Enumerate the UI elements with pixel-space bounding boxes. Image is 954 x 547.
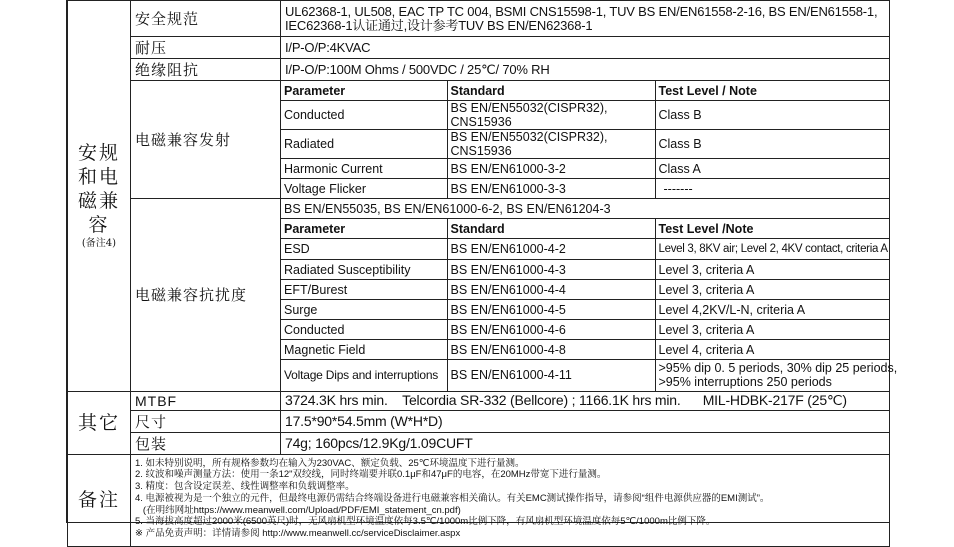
dimension-label: 尺寸 (131, 410, 281, 432)
notes-block (131, 454, 890, 546)
notes-category: 备注 (68, 454, 131, 546)
immunity-standard: BS EN/EN61000-4-8 (447, 340, 655, 360)
emission-param: Conducted (281, 101, 447, 130)
emission-table (281, 81, 889, 198)
others-category: 其它 (68, 391, 131, 454)
mtbf-value: 3724.3K hrs min. Telcordia SR-332 (Bellcore) ; 1166.1K hrs min. MIL-HDBK-217F (25℃) (281, 391, 890, 410)
immunity-standards: BS EN/EN55035, BS EN/EN61000-6-2, BS EN/EN61204-3 (281, 199, 889, 219)
immunity-level: Level 3, criteria A (655, 260, 889, 280)
withstand-value: I/P-O/P:4KVAC (281, 37, 890, 59)
immunity-standard: BS EN/EN61000-4-4 (447, 280, 655, 300)
spec-table (67, 0, 898, 547)
immunity-header: Parameter (281, 219, 447, 239)
note-line: 4. 电源被视为是一个独立的元件，但最终电源仍需结合终端设备进行电磁兼容相关确认。有关EMC测试操作指导，请参阅“组件电源供应器的EMI测试”。 (135, 492, 770, 504)
immunity-param: Radiated Susceptibility (281, 260, 447, 280)
immunity-param: Conducted (281, 320, 447, 340)
standards-line: UL62368-1, UL508, EAC TP TC 004, BSMI CNS15598-1, TUV BS EN/EN61558-2-16, BS EN/EN61558-1, (285, 3, 878, 19)
immunity-level: Level 4, criteria A (655, 340, 889, 360)
dimension-value: 17.5*90*54.5mm (W*H*D) (281, 410, 890, 432)
table-row (281, 340, 889, 360)
immunity-standard: BS EN/EN61000-4-2 (447, 239, 655, 260)
table-row (281, 130, 889, 159)
isolation-value: I/P-O/P:100M Ohms / 500VDC / 25℃/ 70% RH (281, 59, 890, 81)
emission-cell (281, 81, 890, 199)
dips-level-line: >95% interruptions 250 periods (658, 375, 832, 390)
emission-standard: BS EN/EN55032(CISPR32), CNS15936 (447, 101, 655, 130)
table-row (281, 101, 889, 130)
emission-level: Class B (655, 130, 889, 159)
immunity-param: Voltage Dips and interruptions (281, 360, 447, 391)
category-label: 安规和电磁兼容 (77, 141, 120, 236)
immunity-level: Level 3, 8KV air; Level 2, 4KV contact, criteria A (655, 239, 889, 260)
immunity-level: Level 4,2KV/L-N, criteria A (655, 300, 889, 320)
packing-label: 包装 (131, 432, 281, 454)
withstand-label: 耐压 (131, 37, 281, 59)
table-row (281, 239, 889, 260)
isolation-label: 绝缘阻抗 (131, 59, 281, 81)
immunity-level (655, 360, 898, 391)
table-row (281, 159, 889, 179)
emission-param: Harmonic Current (281, 159, 447, 179)
emission-param: Voltage Flicker (281, 179, 447, 199)
immunity-standard: BS EN/EN61000-4-11 (447, 360, 655, 391)
table-row (281, 320, 889, 340)
note-line: 3. 精度：包含设定误差、线性调整率和负载调整率。 (135, 481, 355, 493)
immunity-header: Standard (447, 219, 655, 239)
immunity-standard: BS EN/EN61000-4-3 (447, 260, 655, 280)
immunity-level: Level 3, criteria A (655, 280, 889, 300)
immunity-level: Level 3, criteria A (655, 320, 889, 340)
immunity-cell (281, 199, 898, 392)
safety-emc-category (68, 1, 131, 392)
table-row (281, 300, 889, 320)
emission-param: Radiated (281, 130, 447, 159)
table-row (281, 280, 889, 300)
emission-level: Class B (655, 101, 889, 130)
note-line: 5. 当海拔高度超过2000米(6500英尺)时，无风扇机型环境温度依每3.5℃/1000m比例下降，有风扇机型环境温度依每5℃/1000m比例下降。 (135, 516, 716, 528)
emission-header: Test Level / Note (655, 81, 889, 101)
packing-value: 74g; 160pcs/12.9Kg/1.09CUFT (281, 432, 890, 454)
category-note: (备注4) (81, 237, 117, 249)
emc-immunity-label: 电磁兼容抗扰度 (131, 199, 281, 392)
note-line: ※ 产品免责声明：详情请参阅 http://www.meanwell.cc/serviceDisclaimer.aspx (135, 528, 461, 540)
spec-sheet (66, 0, 898, 540)
emission-header: Parameter (281, 81, 447, 101)
immunity-param: Magnetic Field (281, 340, 447, 360)
immunity-header: Test Level /Note (655, 219, 889, 239)
immunity-standard: BS EN/EN61000-4-5 (447, 300, 655, 320)
dips-level-line: >95% dip 0. 5 periods, 30% dip 25 periods, (658, 361, 898, 376)
note-line: 2. 纹波和噪声测量方法：使用一条12"双绞线，同时终端要并联0.1μF和47μF的电容，在20MHz带宽下进行量测。 (135, 469, 607, 481)
table-row (281, 260, 889, 280)
emission-standard: BS EN/EN55032(CISPR32), CNS15936 (447, 130, 655, 159)
immunity-param: Surge (281, 300, 447, 320)
table-row (281, 360, 889, 391)
emc-emission-label: 电磁兼容发射 (131, 81, 281, 199)
immunity-table (281, 199, 898, 391)
emission-level: Class A (655, 159, 889, 179)
immunity-param: ESD (281, 239, 447, 260)
mtbf-label: MTBF (131, 391, 281, 410)
emission-level: ------- (655, 179, 889, 199)
note-line: (在明纬网址https://www.meanwell.com/Upload/PDF/EMI_statement_cn.pdf) (135, 504, 461, 516)
immunity-param: EFT/Burest (281, 280, 447, 300)
emission-standard: BS EN/EN61000-3-3 (447, 179, 655, 199)
note-line: 1. 如未特别说明，所有规格参数均在输入为230VAC、额定负载、25℃环境温度下进行量测。 (135, 457, 525, 469)
safety-standards-value (281, 1, 890, 37)
immunity-standard: BS EN/EN61000-4-6 (447, 320, 655, 340)
standards-line: IEC62368-1认证通过,设计参考TUV BS EN/EN62368-1 (285, 17, 593, 33)
emission-header: Standard (447, 81, 655, 101)
emission-standard: BS EN/EN61000-3-2 (447, 159, 655, 179)
safety-standards-label: 安全规范 (131, 1, 281, 37)
table-row (281, 179, 889, 199)
